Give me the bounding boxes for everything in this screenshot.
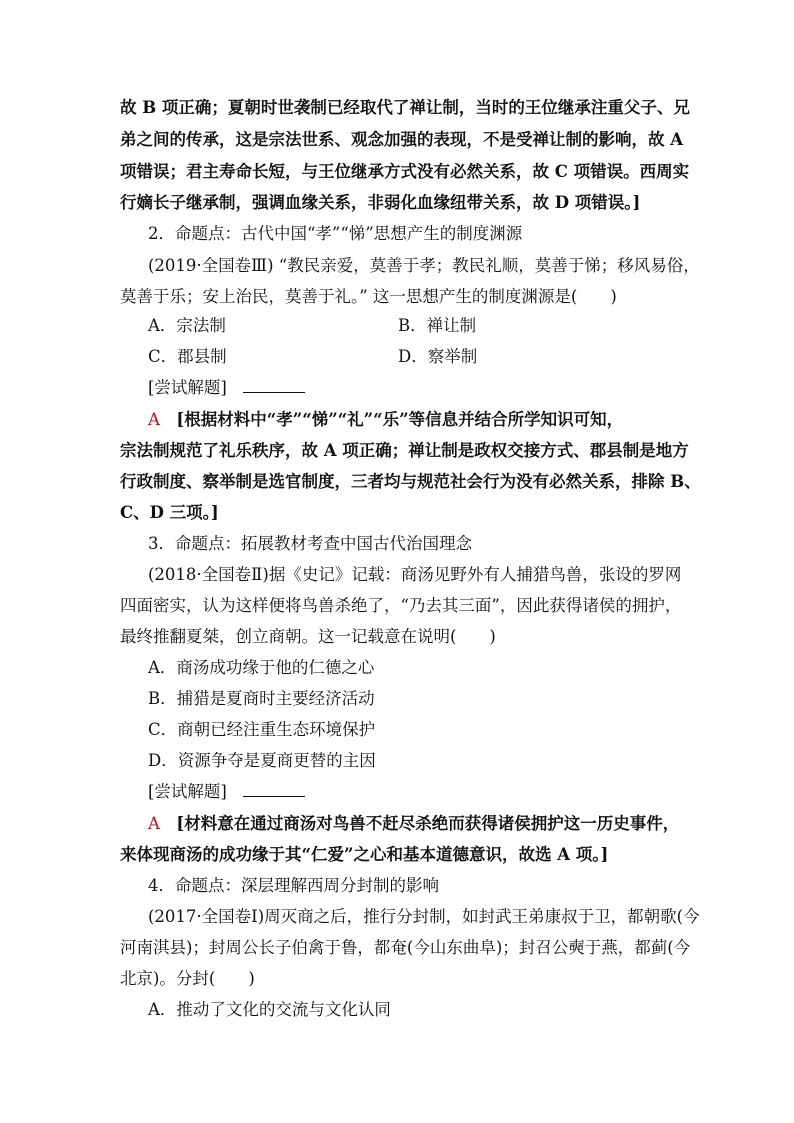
q3-option: B．捕猎是夏商时主要经济活动 — [148, 689, 375, 708]
q3-option: A．商汤成功缘于他的仁德之心 — [148, 658, 375, 677]
answer-blank — [243, 378, 305, 393]
q1-explanation-line: 行嫡长子继承制，强调血缘关系，非弱化血缘纽带关系，故 D 项错误。] — [120, 193, 641, 212]
q4-stem-line: 河南淇县)；封周公长子伯禽于鲁，都奄(今山东曲阜)；封召公奭于燕，都蓟(今 — [120, 938, 691, 957]
q3-explanation-line: 来体现商汤的成功缘于其“仁爱”之心和基本道德意识，故选 A 项。] — [120, 845, 609, 864]
q3-explanation-line — [148, 813, 679, 835]
q4-heading: 4．命题点：深层理解西周分封制的影响 — [148, 876, 439, 895]
q3-try-solve — [148, 781, 305, 803]
q3-heading: 3．命题点：拓展教材考查中国古代治国理念 — [148, 534, 472, 553]
q2-answer: A — [148, 410, 160, 429]
q4-option: A．推动了文化的交流与文化认同 — [148, 1000, 391, 1019]
q3-stem-line: 四面密实，认为这样便将鸟兽杀绝了，“乃去其三面”，因此获得诸侯的拥护， — [120, 596, 682, 615]
q2-try-solve — [148, 377, 305, 399]
q3-stem-line: (2018·全国卷Ⅱ)据《史记》记载：商汤见野外有人捕猎鸟兽，张设的罗网 — [148, 565, 682, 584]
q1-explanation-line: 故 B 项正确；夏朝时世袭制已经取代了禅让制，当时的王位继承注重父子、兄 — [120, 98, 690, 117]
q2-explanation-line: C、D 三项。] — [120, 503, 219, 522]
q1-explanation-line: 弟之间的传承，这是宗法世系、观念加强的表现，不是受禅让制的影响，故 A — [120, 130, 684, 149]
q3-option: D．资源争夺是夏商更替的主因 — [148, 751, 376, 770]
answer-blank — [243, 782, 305, 797]
q2-explanation-text: [根据材料中“孝”“悌”“礼”“乐”等信息并结合所学知识可知， — [176, 410, 624, 429]
q2-option-c: C．郡县制 — [148, 347, 227, 366]
q2-stem-line: 莫善于乐；安上治民，莫善于礼。” 这一思想产生的制度渊源是( ) — [120, 287, 617, 306]
q4-stem-line: 北京)。分封( ) — [120, 969, 255, 988]
q2-explanation-line: 行政制度、察举制是选官制度，三者均与规范社会行为没有必然关系，排除 B、 — [120, 472, 701, 491]
q2-explanation-line — [148, 409, 623, 431]
q2-option-a: A．宗法制 — [148, 316, 226, 335]
q3-stem-line: 最终推翻夏桀，创立商朝。这一记载意在说明( ) — [120, 627, 496, 646]
q4-stem-line: (2017·全国卷Ⅰ)周灭商之后，推行分封制，如封武王弟康叔于卫，都朝歌(今 — [148, 907, 700, 926]
try-label: [尝试解题] — [148, 378, 227, 397]
q2-explanation-line: 宗法制规范了礼乐秩序，故 A 项正确；禅让制是政权交接方式、郡县制是地方 — [120, 441, 689, 460]
q2-option-d: D．察举制 — [398, 347, 478, 366]
try-label: [尝试解题] — [148, 782, 227, 801]
q1-explanation-line: 项错误；君主寿命长短，与王位继承方式没有必然关系，故 C 项错误。西周实 — [120, 162, 690, 181]
q2-option-b: B．禅让制 — [398, 316, 477, 335]
q3-answer: A — [148, 814, 160, 833]
q3-option: C．商朝已经注重生态环境保护 — [148, 720, 376, 739]
q2-heading: 2．命题点：古代中国“孝”“悌”思想产生的制度渊源 — [148, 224, 523, 243]
q3-explanation-text: [材料意在通过商汤对鸟兽不赶尽杀绝而获得诸侯拥护这一历史事件， — [176, 814, 680, 833]
q2-stem-line: (2019·全国卷Ⅲ) “教民亲爱，莫善于孝；教民礼顺，莫善于悌；移风易俗， — [148, 256, 700, 275]
